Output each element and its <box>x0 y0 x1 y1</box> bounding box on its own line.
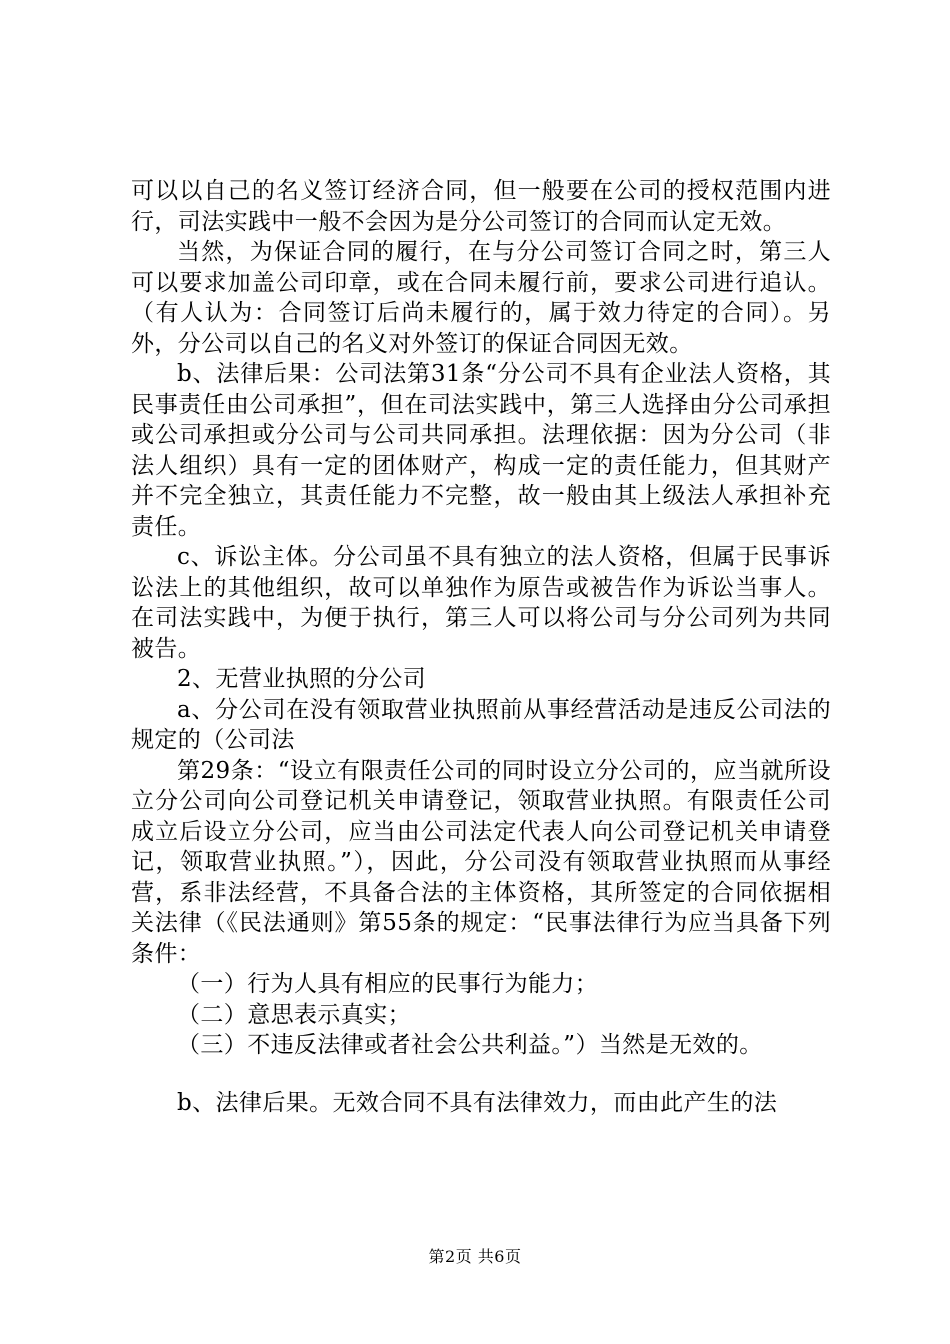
paragraph-1: 可以以自己的名义签订经济合同，但一般要在公司的授权范围内进行，司法实践中一般不会因为是分公司签订的合同而认定无效。 <box>131 178 831 235</box>
list-item-2: （二）意思表示真实； <box>177 1001 411 1028</box>
paragraph-3: b、法律后果：公司法第31条“分公司不具有企业法人资格，其民事责任由公司承担”，但在司法实践中，第三人选择由分公司承担或公司承担或分公司与公司共同承担。法理依据：因为分公司（非法人组织）具有一定的团体财产，构成一定的责任能力，但其财产并不完全独立，其责任能力不完整，故一般由其上级法人承担补充责任。 <box>131 361 831 540</box>
paragraph-gap <box>131 1061 831 1088</box>
document-body <box>131 176 831 1118</box>
section-heading: 2、无营业执照的分公司 <box>177 666 427 692</box>
paragraph-4: c、诉讼主体。分公司虽不具有独立的法人资格，但属于民事诉讼法上的其他组织，故可以单独作为原告或被告作为诉讼当事人。在司法实践中，为便于执行，第三人可以将公司与分公司列为共同被告。 <box>131 544 831 662</box>
list-item-1: （一）行为人具有相应的民事行为能力； <box>177 971 599 997</box>
paragraph-6: 第29条：“设立有限责任公司的同时设立分公司的，应当就所设立分公司向公司登记机关申请登记，领取营业执照。有限责任公司成立后设立分公司，应当由公司法定代表人向公司登记机关申请登记，领取营业执照。”），因此，分公司没有领取营业执照而从事经营，系非法经营，不具备合法的主体资格，其所签定的合同依据相关法律（《民法通则》第55条的规定：“民事法律行为应当具备下列条件： <box>131 757 831 967</box>
paragraph-5: a、分公司在没有领取营业执照前从事经营活动是违反公司法的规定的（公司法 <box>131 696 831 753</box>
closing-paragraph: b、法律后果。无效合同不具有法律效力，而由此产生的法 <box>177 1089 778 1116</box>
paragraph-2: 当然，为保证合同的履行，在与分公司签订合同之时，第三人可以要求加盖公司印章，或在合同未履行前，要求公司进行追认。（有人认为：合同签订后尚未履行的，属于效力待定的合同）。另外，分公司以自己的名义对外签订的保证合同因无效。 <box>131 239 831 357</box>
page-number: 第2页 共6页 <box>428 1247 522 1266</box>
list-item-3: （三）不违反法律或者社会公共利益。”）当然是无效的。 <box>177 1032 763 1058</box>
